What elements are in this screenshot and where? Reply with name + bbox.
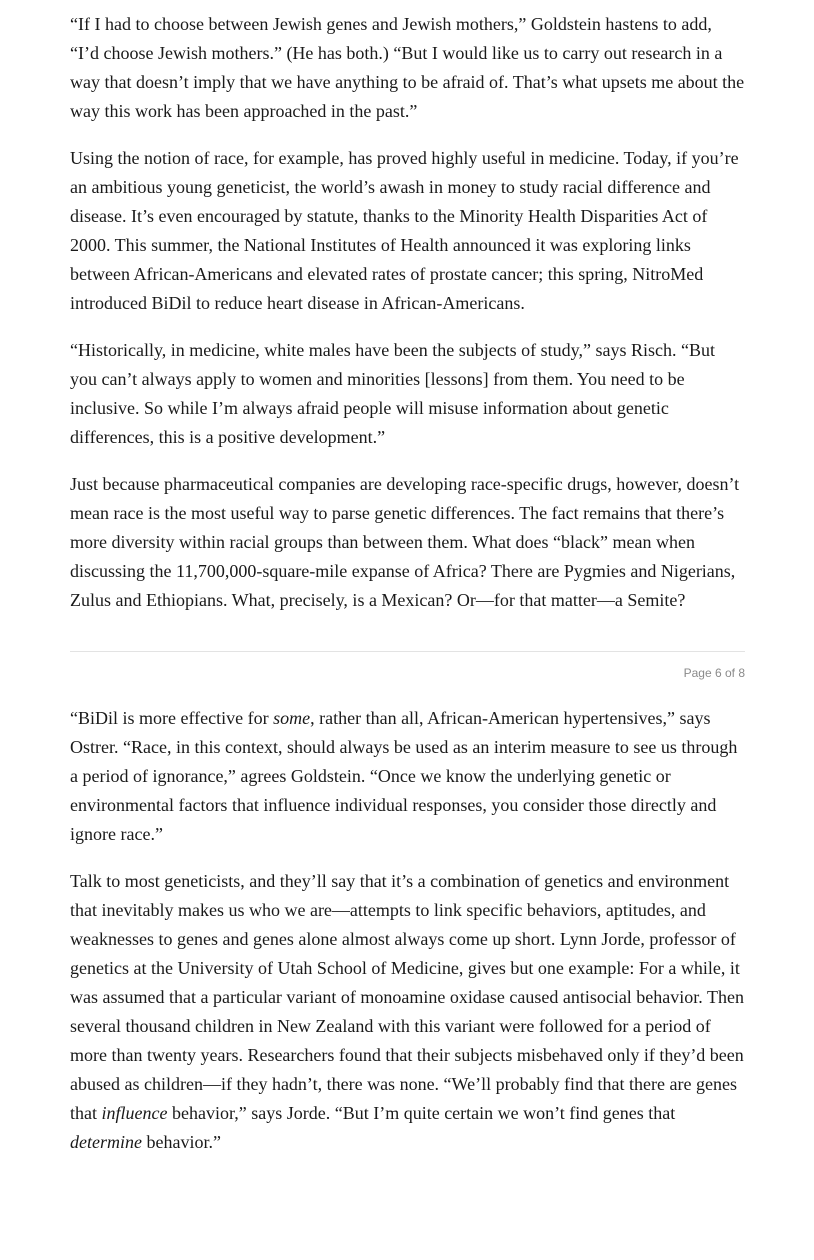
paragraph: Using the notion of race, for example, has proved highly useful in medicine. Today, if you’re an ambitious young geneticist, the world’s awash in money to study racial difference and disease. It’s even encouraged by statute, thanks to the Minority Health Disparities Act of 2000. This summer, the National Institutes of Health announced it was exploring links between African-Americans and elevated rates of prostate cancer; this spring, NitroMed introduced BiDil to reduce heart disease in African-Americans. [70,148,739,313]
paragraph: Just because pharmaceutical companies are developing race-specific drugs, however, doesn’t mean race is the most useful way to parse genetic differences. The fact remains that there’s more diversity within racial groups than between them. What does “black” mean when discussing the 11,700,000-square-mile expanse of Africa? There are Pygmies and Nigerians, Zulus and Ethiopians. What, precisely, is a Mexican? Or—for that matter—a Semite? [70,474,740,610]
text-run: , rather than all, African-American hypertensives,” says Ostrer. “Race, in this context, should always be used as an interim measure to see us through a period of ignorance,” agrees Goldstein. “Once we know the underlying genetic or environmental factors that influence individual responses, you consider those directly and ignore race.” [70,708,738,844]
page-six-text [70,0,745,615]
paragraph: “Historically, in medicine, white males have been the subjects of study,” says Risch. “But you can’t always apply to women and minorities [lessons] from them. You need to be inclusive. So while I’m always afraid people will misuse information about genetic differences, this is a positive development.” [70,340,716,447]
text-run: behavior,” says Jorde. “But I’m quite certain we won’t find genes that [167,1103,676,1123]
paragraph: “If I had to choose between Jewish genes and Jewish mothers,” Goldstein hastens to add, “I’d choose Jewish mothers.” (He has both.) “But I would like us to carry out research in a way that doesn’t imply that we have anything to be afraid of. That’s what upsets me about the way this work has been approached in the past.” [70,14,745,121]
text-run: behavior.” [141,1132,221,1152]
article-body [70,0,745,1175]
page-number-label: Page 6 of 8 [683,666,745,680]
paragraph [70,867,745,1157]
paragraph [70,704,745,849]
emphasis-text: influence [101,1103,168,1123]
page-divider [70,651,745,652]
emphasis-text: determine [70,1132,142,1152]
text-run: Talk to most geneticists, and they’ll say that it’s a combination of genetics and environment that inevitably makes us who we are—attempts to link specific behaviors, aptitudes, and weaknesses to genes and genes alone almost always come up short. Lynn Jorde, professor of genetics at the University of Utah School of Medicine, gives but one example: For a while, it was assumed that a particular variant of monoamine oxidase caused antisocial behavior. Then several thousand children in New Zealand with this variant were followed for a period of more than twenty years. Researchers found that their subjects misbehaved only if they’d been abused as children—if they hadn’t, there was none. “We’ll probably find that there are genes that [70,871,744,1123]
page-seven-text [70,704,745,1157]
text-run: “BiDil is more effective for [70,708,274,728]
page-indicator [70,666,745,680]
emphasis-text: some [273,708,311,728]
